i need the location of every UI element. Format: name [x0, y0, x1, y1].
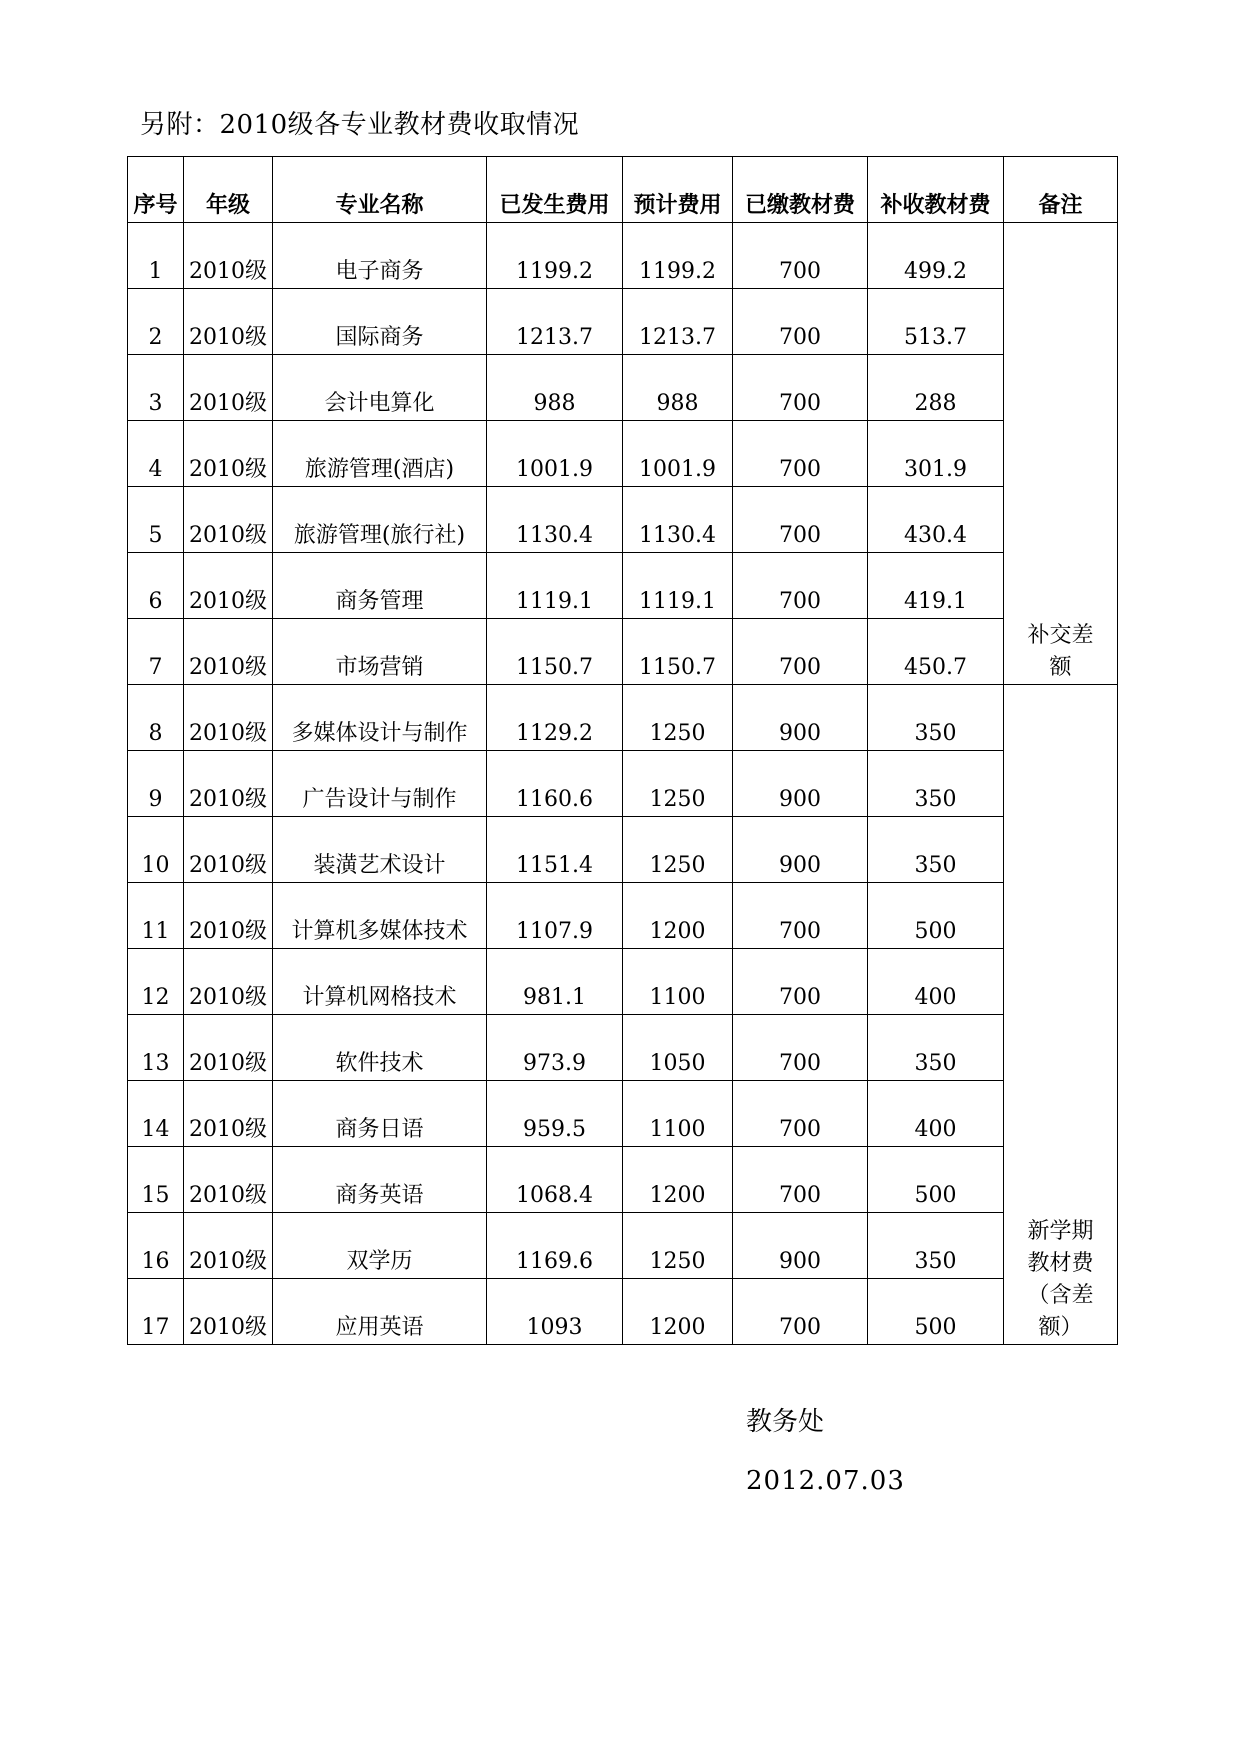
cell-incurred: 981.1 [487, 949, 623, 1015]
header-major: 专业名称 [273, 157, 487, 223]
cell-grade: 2010级 [184, 685, 273, 751]
cell-major: 旅游管理(酒店) [273, 421, 487, 487]
cell-index: 3 [128, 355, 184, 421]
cell-major: 软件技术 [273, 1015, 487, 1081]
cell-index: 16 [128, 1213, 184, 1279]
table-row [128, 421, 1118, 487]
cell-major: 国际商务 [273, 289, 487, 355]
cell-paid: 700 [733, 949, 868, 1015]
table-row [128, 1213, 1118, 1279]
cell-supplement: 419.1 [868, 553, 1004, 619]
table-row [128, 223, 1118, 289]
cell-supplement: 513.7 [868, 289, 1004, 355]
cell-major: 会计电算化 [273, 355, 487, 421]
cell-incurred: 1093 [487, 1279, 623, 1345]
cell-paid: 900 [733, 817, 868, 883]
cell-index: 6 [128, 553, 184, 619]
table-row [128, 355, 1118, 421]
cell-major: 广告设计与制作 [273, 751, 487, 817]
table-row [128, 1279, 1118, 1345]
cell-supplement: 350 [868, 751, 1004, 817]
cell-estimated: 1250 [623, 685, 733, 751]
cell-grade: 2010级 [184, 1081, 273, 1147]
cell-paid: 700 [733, 553, 868, 619]
cell-supplement: 450.7 [868, 619, 1004, 685]
cell-grade: 2010级 [184, 1015, 273, 1081]
cell-supplement: 499.2 [868, 223, 1004, 289]
cell-paid: 700 [733, 223, 868, 289]
cell-incurred: 1130.4 [487, 487, 623, 553]
cell-paid: 700 [733, 1279, 868, 1345]
cell-estimated: 1200 [623, 1279, 733, 1345]
cell-major: 电子商务 [273, 223, 487, 289]
cell-index: 2 [128, 289, 184, 355]
cell-estimated: 1001.9 [623, 421, 733, 487]
cell-major: 市场营销 [273, 619, 487, 685]
cell-paid: 700 [733, 1081, 868, 1147]
cell-estimated: 988 [623, 355, 733, 421]
cell-supplement: 400 [868, 1081, 1004, 1147]
cell-paid: 700 [733, 355, 868, 421]
table-row [128, 289, 1118, 355]
header-index: 序号 [128, 157, 184, 223]
cell-grade: 2010级 [184, 751, 273, 817]
header-supplement: 补收教材费 [868, 157, 1004, 223]
cell-estimated: 1119.1 [623, 553, 733, 619]
cell-estimated: 1200 [623, 1147, 733, 1213]
signature-date: 2012.07.03 [746, 1466, 905, 1496]
cell-supplement: 500 [868, 1147, 1004, 1213]
cell-supplement: 430.4 [868, 487, 1004, 553]
cell-grade: 2010级 [184, 883, 273, 949]
cell-grade: 2010级 [184, 949, 273, 1015]
cell-grade: 2010级 [184, 223, 273, 289]
cell-grade: 2010级 [184, 817, 273, 883]
cell-paid: 900 [733, 751, 868, 817]
table-row [128, 487, 1118, 553]
cell-paid: 900 [733, 685, 868, 751]
cell-paid: 700 [733, 1147, 868, 1213]
cell-index: 13 [128, 1015, 184, 1081]
table-body [128, 223, 1118, 1345]
cell-grade: 2010级 [184, 1279, 273, 1345]
cell-paid: 700 [733, 289, 868, 355]
cell-index: 15 [128, 1147, 184, 1213]
cell-estimated: 1130.4 [623, 487, 733, 553]
cell-major: 双学历 [273, 1213, 487, 1279]
cell-supplement: 400 [868, 949, 1004, 1015]
cell-major: 商务英语 [273, 1147, 487, 1213]
table-header-row [128, 157, 1118, 223]
cell-grade: 2010级 [184, 553, 273, 619]
cell-major: 应用英语 [273, 1279, 487, 1345]
signature-office: 教务处 [746, 1407, 825, 1437]
header-note: 备注 [1004, 157, 1118, 223]
cell-estimated: 1250 [623, 1213, 733, 1279]
table-row [128, 883, 1118, 949]
cell-index: 7 [128, 619, 184, 685]
cell-index: 8 [128, 685, 184, 751]
cell-supplement: 500 [868, 1279, 1004, 1345]
cell-major: 计算机多媒体技术 [273, 883, 487, 949]
cell-estimated: 1050 [623, 1015, 733, 1081]
cell-supplement: 350 [868, 685, 1004, 751]
cell-estimated: 1250 [623, 817, 733, 883]
cell-incurred: 1129.2 [487, 685, 623, 751]
cell-grade: 2010级 [184, 421, 273, 487]
cell-index: 1 [128, 223, 184, 289]
cell-grade: 2010级 [184, 355, 273, 421]
cell-paid: 700 [733, 421, 868, 487]
cell-estimated: 1150.7 [623, 619, 733, 685]
cell-paid: 700 [733, 619, 868, 685]
cell-incurred: 1160.6 [487, 751, 623, 817]
cell-major: 多媒体设计与制作 [273, 685, 487, 751]
header-incurred: 已发生费用 [487, 157, 623, 223]
cell-estimated: 1213.7 [623, 289, 733, 355]
cell-paid: 700 [733, 1015, 868, 1081]
cell-incurred: 988 [487, 355, 623, 421]
cell-estimated: 1100 [623, 1081, 733, 1147]
cell-major: 商务日语 [273, 1081, 487, 1147]
table-row [128, 1081, 1118, 1147]
table-row [128, 1147, 1118, 1213]
cell-estimated: 1100 [623, 949, 733, 1015]
cell-incurred: 1213.7 [487, 289, 623, 355]
header-paid: 已缴教材费 [733, 157, 868, 223]
cell-paid: 700 [733, 883, 868, 949]
cell-incurred: 1169.6 [487, 1213, 623, 1279]
cell-index: 12 [128, 949, 184, 1015]
cell-incurred: 1107.9 [487, 883, 623, 949]
cell-grade: 2010级 [184, 619, 273, 685]
cell-incurred: 1150.7 [487, 619, 623, 685]
cell-supplement: 500 [868, 883, 1004, 949]
document-title: 另附：2010级各专业教材费收取情况 [140, 110, 580, 140]
note-group-b: 新学期教材费（含差额） [1004, 685, 1118, 1345]
textbook-fee-table [127, 156, 1118, 1345]
cell-paid: 900 [733, 1213, 868, 1279]
cell-major: 装潢艺术设计 [273, 817, 487, 883]
cell-supplement: 350 [868, 1213, 1004, 1279]
note-group-a: 补交差额 [1004, 223, 1118, 685]
table-row [128, 1015, 1118, 1081]
cell-grade: 2010级 [184, 289, 273, 355]
cell-grade: 2010级 [184, 1213, 273, 1279]
cell-estimated: 1199.2 [623, 223, 733, 289]
cell-grade: 2010级 [184, 1147, 273, 1213]
cell-incurred: 1119.1 [487, 553, 623, 619]
cell-incurred: 959.5 [487, 1081, 623, 1147]
cell-supplement: 288 [868, 355, 1004, 421]
cell-paid: 700 [733, 487, 868, 553]
cell-major: 计算机网格技术 [273, 949, 487, 1015]
table-row [128, 817, 1118, 883]
header-grade: 年级 [184, 157, 273, 223]
cell-index: 17 [128, 1279, 184, 1345]
cell-index: 5 [128, 487, 184, 553]
table-row [128, 619, 1118, 685]
cell-index: 10 [128, 817, 184, 883]
cell-major: 商务管理 [273, 553, 487, 619]
table-row [128, 949, 1118, 1015]
cell-grade: 2010级 [184, 487, 273, 553]
header-estimated: 预计费用 [623, 157, 733, 223]
table-row [128, 685, 1118, 751]
cell-supplement: 301.9 [868, 421, 1004, 487]
cell-incurred: 973.9 [487, 1015, 623, 1081]
cell-incurred: 1151.4 [487, 817, 623, 883]
cell-estimated: 1250 [623, 751, 733, 817]
table-row [128, 751, 1118, 817]
cell-index: 4 [128, 421, 184, 487]
cell-major: 旅游管理(旅行社) [273, 487, 487, 553]
cell-supplement: 350 [868, 1015, 1004, 1081]
cell-index: 14 [128, 1081, 184, 1147]
cell-incurred: 1068.4 [487, 1147, 623, 1213]
cell-supplement: 350 [868, 817, 1004, 883]
table-row [128, 553, 1118, 619]
cell-index: 9 [128, 751, 184, 817]
cell-incurred: 1199.2 [487, 223, 623, 289]
cell-estimated: 1200 [623, 883, 733, 949]
cell-incurred: 1001.9 [487, 421, 623, 487]
cell-index: 11 [128, 883, 184, 949]
